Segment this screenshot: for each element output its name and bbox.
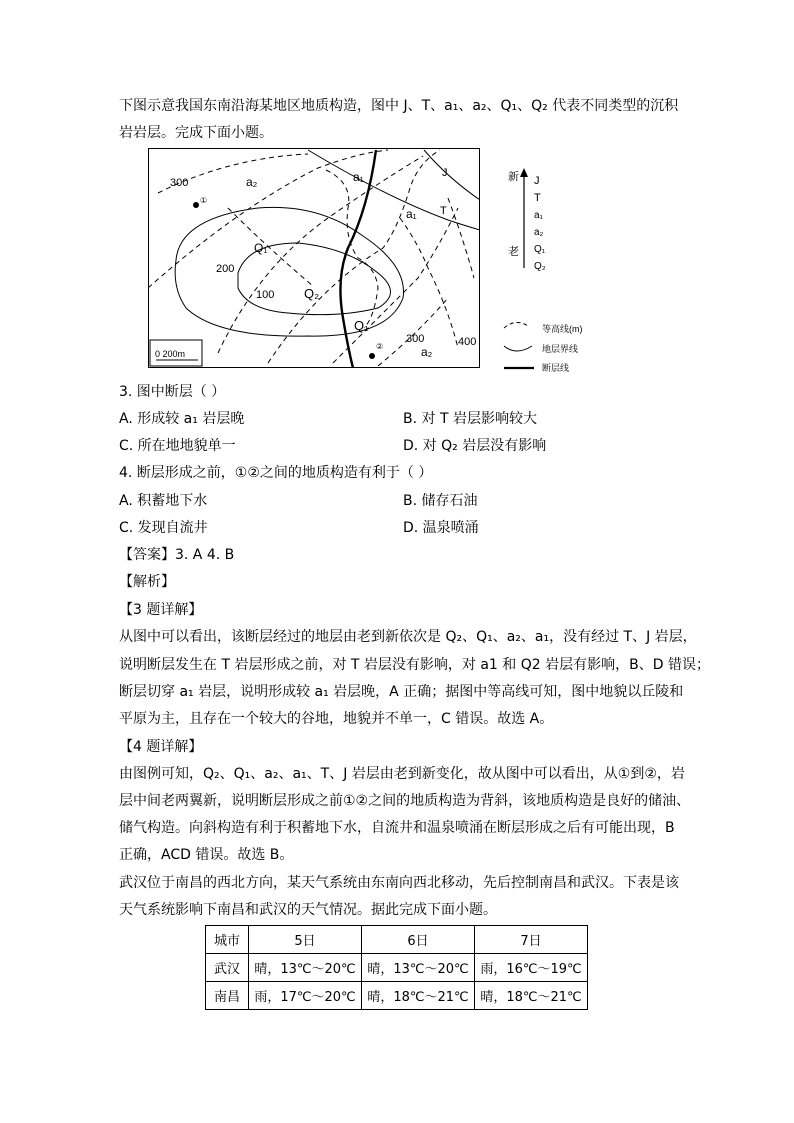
- q4-option-d: D. 温泉喷涌: [403, 520, 479, 536]
- point-2-marker: [369, 353, 375, 359]
- legend-stratum-J: J: [534, 175, 540, 187]
- stratum-label-J: J: [442, 167, 448, 179]
- legend-stratum-Q1: Q₁: [534, 244, 546, 255]
- stratum-label-a1-top: a₁: [353, 170, 364, 184]
- table-cell: 晴，13℃～20℃: [249, 954, 362, 982]
- age-arrow-head: [520, 168, 528, 177]
- analysis-heading: 【解析】: [119, 574, 175, 590]
- q4-detail-heading: 【4 题详解】: [119, 739, 203, 755]
- header-day6: 6日: [362, 926, 475, 954]
- legend-boundary-symbol: [504, 346, 532, 351]
- point-1-marker: [193, 202, 199, 208]
- map-frame: [149, 149, 480, 368]
- table-cell: 雨，17℃～20℃: [249, 982, 362, 1010]
- contour-label-200: 200: [216, 263, 235, 275]
- legend-stratum-a1: a₁: [534, 210, 543, 221]
- q3-stem: 3. 图中断层（ ）: [119, 384, 226, 400]
- contour-label-300-right: 300: [406, 333, 425, 345]
- q3-detail-heading: 【3 题详解】: [119, 602, 203, 618]
- q4-option-c: C. 发现自流井: [119, 520, 208, 536]
- legend-stratum-Q2: Q₂: [534, 261, 546, 272]
- intro-line-2: 岩岩层。完成下面小题。: [119, 125, 273, 141]
- q3-detail-line: 从图中可以看出，该断层经过的地层由老到新依次是 Q₂、Q₁、a₂、a₁，没有经过 T、J 岩层，: [119, 629, 697, 645]
- q4-stem: 4. 断层形成之前，①②之间的地质构造有利于（ ）: [119, 465, 433, 481]
- q3-detail-line: 断层切穿 a₁ 岩层，说明形成较 a₁ 岩层晚，A 正确；据图中等高线可知，图中地貌以丘陵和: [119, 684, 684, 700]
- legend-stratum-a2: a₂: [534, 227, 544, 238]
- answer-line: 【答案】3. A 4. B: [119, 547, 235, 563]
- q3-option-b: B. 对 T 岩层影响较大: [403, 411, 537, 427]
- stratum-label-T: T: [440, 205, 447, 217]
- legend-stratum-T: T: [534, 192, 541, 204]
- contour-label-100: 100: [256, 289, 275, 301]
- point-1-label: ①: [200, 196, 208, 205]
- weather-table: [205, 925, 588, 1010]
- weather-intro-line-1: 武汉位于南昌的西北方向，某天气系统由东南向西北移动，先后控制南昌和武汉。下表是该: [119, 875, 679, 891]
- geology-map: [148, 148, 480, 368]
- stratum-label-Q1-left: Q₁: [254, 241, 268, 255]
- intro-line-1: 下图示意我国东南沿海某地区地质构造，图中 J、T、a₁、a₂、Q₁、Q₂ 代表不同类型的沉积: [119, 98, 679, 114]
- weather-intro-line-2: 天气系统影响下南昌和武汉的天气情况。据此完成下面小题。: [119, 902, 497, 918]
- table-header-row: [206, 926, 588, 954]
- table-row: [206, 982, 588, 1010]
- contour-label-300-left: 300: [170, 177, 189, 189]
- q4-detail-line: 由图例可知，Q₂、Q₁、a₂、a₁、T、J 岩层由老到新变化，故从图中可以看出，从①到②，岩: [119, 766, 685, 782]
- table-cell: 南昌: [206, 982, 249, 1010]
- contour-label-400: 400: [458, 336, 477, 348]
- point-2-label: ②: [376, 342, 384, 351]
- table-cell: 晴，13℃～20℃: [362, 954, 475, 982]
- table-cell: 晴，18℃～21℃: [475, 982, 588, 1010]
- legend-new-label: 新: [508, 171, 519, 183]
- stratum-label-a1-right: a₁: [406, 207, 417, 221]
- header-day5: 5日: [249, 926, 362, 954]
- q3-detail-line: 平原为主，且存在一个较大的谷地，地貌并不单一，C 错误。故选 A。: [119, 711, 554, 727]
- q3-option-a: A. 形成较 a₁ 岩层晚: [119, 411, 245, 427]
- q3-detail-line: 说明断层发生在 T 岩层形成之前，对 T 岩层没有影响，对 a1 和 Q2 岩层有影响，B、D 错误；: [119, 657, 710, 673]
- legend-fault-label: 断层线: [542, 363, 570, 373]
- table-cell: 雨，16℃～19℃: [475, 954, 588, 982]
- legend-contour-label: 等高线(m): [542, 324, 583, 334]
- scale-label: 0 200m: [155, 349, 186, 359]
- legend-old-label: 老: [508, 246, 519, 258]
- table-cell: 武汉: [206, 954, 249, 982]
- table-cell: 晴，18℃～21℃: [362, 982, 475, 1010]
- stratum-label-Q1-bottom: Q₁: [354, 318, 369, 333]
- legend-contour-symbol: [504, 322, 528, 328]
- q4-detail-line: 正确，ACD 错误。故选 B。: [119, 847, 294, 863]
- q4-option-a: A. 积蓄地下水: [119, 493, 208, 509]
- q3-option-d: D. 对 Q₂ 岩层没有影响: [403, 438, 547, 454]
- stratum-label-a2-bottom: a₂: [421, 345, 433, 359]
- q4-detail-line: 层中间老两翼新，说明断层形成之前①②之间的地质构造为背斜，该地质构造是良好的储油、: [119, 793, 691, 809]
- header-city: 城市: [206, 926, 249, 954]
- legend-boundary-label: 地层界线: [542, 344, 579, 354]
- q3-option-c: C. 所在地地貌单一: [119, 438, 236, 454]
- header-day7: 7日: [475, 926, 588, 954]
- map-legend: [496, 160, 606, 375]
- q4-option-b: B. 储存石油: [403, 493, 478, 509]
- stratum-label-a2-top: a₂: [246, 175, 258, 189]
- stratum-label-Q2: Q₂: [304, 286, 320, 301]
- q4-detail-line: 储气构造。向斜构造有利于积蓄地下水，自流井和温泉喷涌在断层形成之后有可能出现，B: [119, 820, 675, 836]
- table-row: [206, 954, 588, 982]
